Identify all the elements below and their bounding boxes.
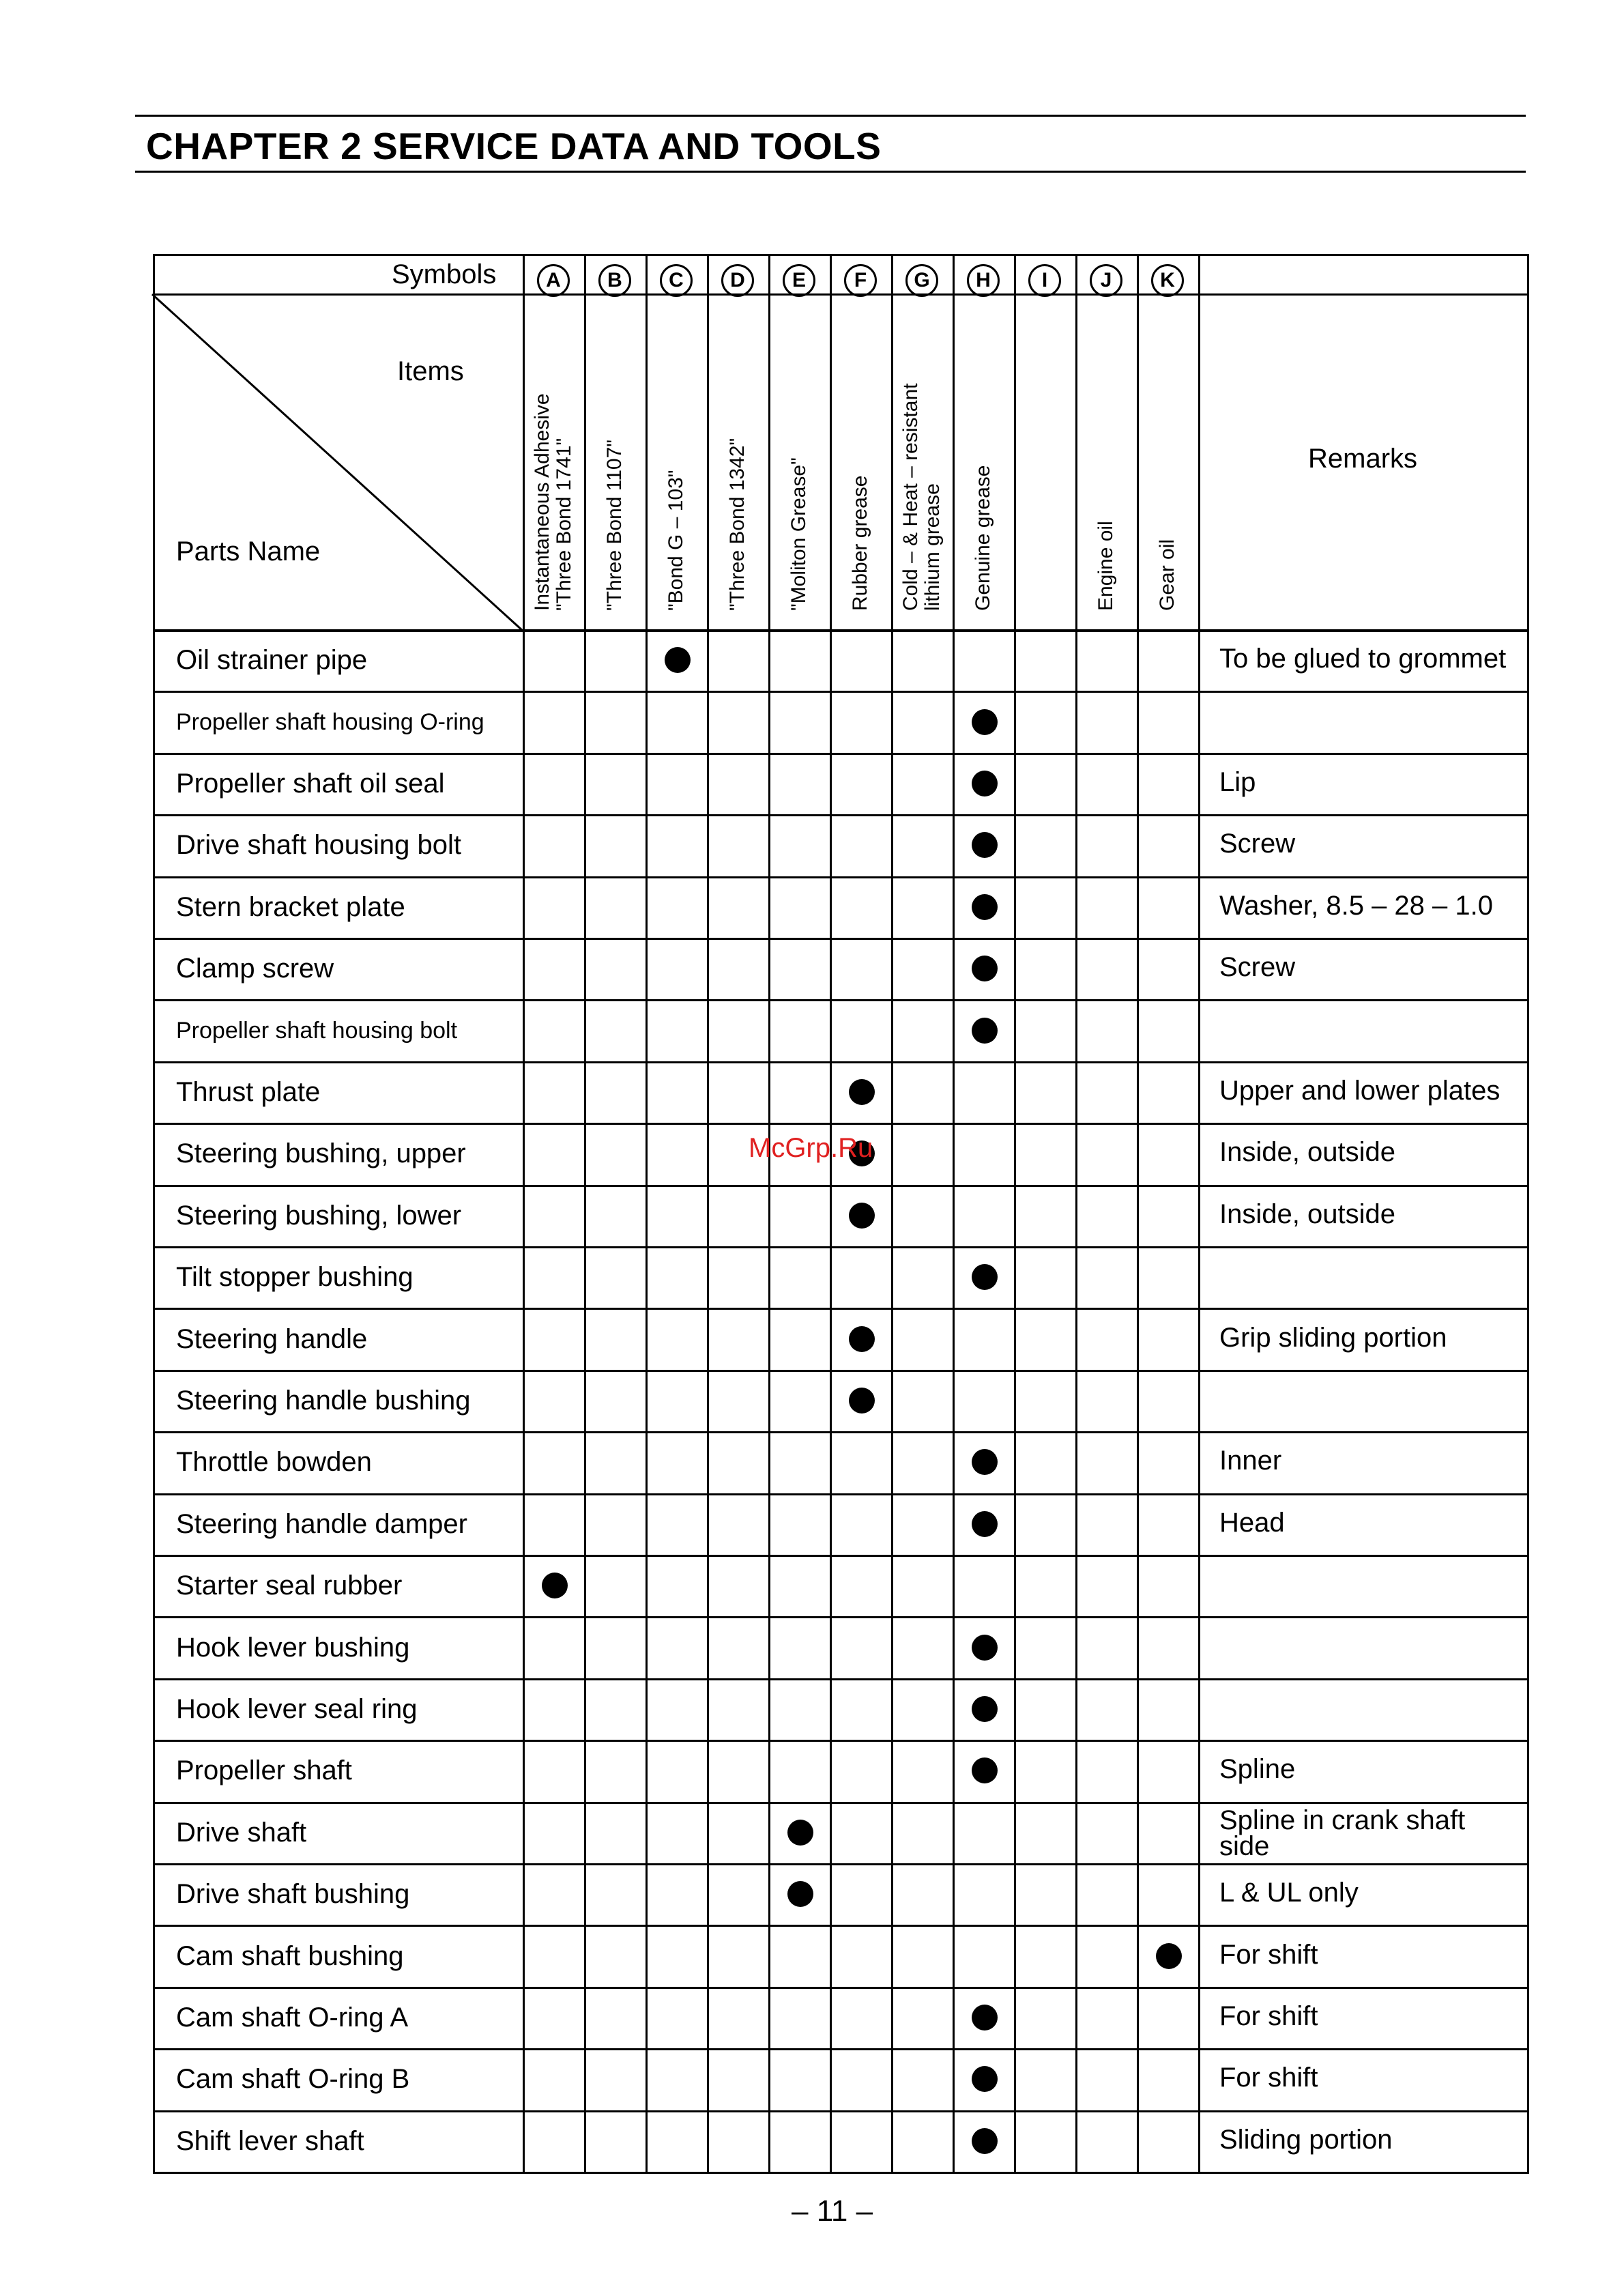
symbol-f xyxy=(840,257,881,297)
application-mark xyxy=(972,1018,998,1044)
part-name: Steering handle damper xyxy=(176,1508,467,1539)
remark-text: For shift xyxy=(1219,2001,1318,2031)
symbol-b xyxy=(594,257,635,297)
application-mark xyxy=(787,1881,813,1907)
symbol-column-divider xyxy=(1198,254,1200,2172)
remark-text: Washer, 8.5 – 28 – 1.0 xyxy=(1219,890,1493,921)
symbol-letter: J xyxy=(1090,264,1122,297)
row-divider xyxy=(153,1308,1527,1310)
part-name: Steering bushing, upper xyxy=(176,1138,466,1169)
application-mark xyxy=(972,1264,998,1290)
application-mark xyxy=(972,1511,998,1537)
remark-text: Grip sliding portion xyxy=(1219,1322,1447,1353)
application-mark xyxy=(972,2128,998,2154)
application-mark xyxy=(849,1203,875,1229)
part-name: Hook lever seal ring xyxy=(176,1694,418,1724)
column-header-h: Genuine grease xyxy=(972,465,994,611)
column-header-g: Cold – & Heat – resistant xyxy=(899,383,922,611)
symbol-letter: E xyxy=(783,264,815,297)
part-name: Drive shaft xyxy=(176,1817,307,1848)
symbol-d xyxy=(717,257,758,297)
part-name: Thrust plate xyxy=(176,1077,321,1107)
page-number: – 11 – xyxy=(792,2194,873,2228)
row-divider xyxy=(153,876,1527,878)
watermark: McGrp.Ru xyxy=(749,1133,873,1163)
remark-text: Spline in crank shaft side xyxy=(1219,1805,1466,1861)
application-mark xyxy=(972,1635,998,1661)
application-mark xyxy=(542,1573,568,1598)
application-mark xyxy=(849,1326,875,1352)
symbol-h xyxy=(963,257,1004,297)
remark-text: Spline xyxy=(1219,1754,1296,1785)
row-divider xyxy=(153,1925,1527,1927)
column-header-g: lithium grease xyxy=(921,483,944,611)
row-divider xyxy=(153,1555,1527,1557)
remark-text: For shift xyxy=(1219,2063,1318,2093)
row-divider xyxy=(153,2048,1527,2050)
table-border-left xyxy=(153,254,155,2172)
chapter-title: CHAPTER 2 SERVICE DATA AND TOOLS xyxy=(146,125,882,167)
table-border-right xyxy=(1527,254,1529,2174)
remark-text: Inside, outside xyxy=(1219,1137,1395,1168)
items-label: Items xyxy=(397,356,464,386)
application-mark xyxy=(972,832,998,858)
row-divider xyxy=(153,1678,1527,1680)
application-mark xyxy=(972,1449,998,1475)
remark-text: Sliding portion xyxy=(1219,2124,1393,2155)
application-mark xyxy=(787,1820,813,1846)
symbol-column-divider xyxy=(646,254,648,2172)
part-name: Throttle bowden xyxy=(176,1447,372,1478)
application-mark xyxy=(972,771,998,797)
part-name: Propeller shaft xyxy=(176,1755,352,1786)
part-name: Steering handle bushing xyxy=(176,1386,471,1416)
remark-text: Screw xyxy=(1219,952,1296,983)
row-divider xyxy=(153,1185,1527,1187)
symbol-column-divider xyxy=(1014,254,1016,2172)
parts-name-label: Parts Name xyxy=(176,536,321,566)
row-divider xyxy=(153,1987,1527,1989)
column-header-f: Rubber grease xyxy=(849,475,871,611)
table-border-bottom xyxy=(153,2172,1527,2174)
row-divider xyxy=(153,1740,1527,1742)
part-name: Clamp screw xyxy=(176,953,334,984)
symbol-k xyxy=(1147,257,1188,297)
part-name: Steering bushing, lower xyxy=(176,1200,462,1231)
column-header-b: "Three Bond 1107" xyxy=(603,440,626,611)
remark-text: Screw xyxy=(1219,829,1296,859)
column-header-a: Instantaneous Adhesive xyxy=(531,393,553,611)
symbol-column-divider xyxy=(1075,254,1077,2172)
part-name: Shift lever shaft xyxy=(176,2125,364,2156)
application-mark xyxy=(972,1696,998,1722)
part-name: Propeller shaft oil seal xyxy=(176,769,445,799)
symbol-a xyxy=(533,257,574,297)
part-name: Hook lever bushing xyxy=(176,1632,410,1663)
part-name: Propeller shaft housing bolt xyxy=(176,1017,458,1044)
part-name: Drive shaft bushing xyxy=(176,1879,410,1910)
part-name: Oil strainer pipe xyxy=(176,645,368,676)
part-name: Cam shaft O-ring A xyxy=(176,2003,409,2033)
remark-text: Inside, outside xyxy=(1219,1199,1395,1229)
symbol-letter: I xyxy=(1028,264,1061,297)
application-mark xyxy=(972,2066,998,2092)
row-divider xyxy=(153,1246,1527,1248)
table-border-top xyxy=(153,254,1527,256)
row-divider xyxy=(153,938,1527,940)
symbol-letter: C xyxy=(660,264,693,297)
symbol-letter: A xyxy=(537,264,570,297)
remark-text: Lip xyxy=(1219,767,1256,797)
row-divider xyxy=(153,1123,1527,1125)
remark-text: For shift xyxy=(1219,1939,1318,1970)
row-divider xyxy=(153,1493,1527,1495)
application-mark xyxy=(849,1388,875,1414)
symbol-column-divider xyxy=(1137,254,1139,2172)
parts-column-divider xyxy=(523,254,525,2172)
symbol-letter: D xyxy=(721,264,754,297)
column-header-c: "Bond G – 103" xyxy=(665,470,687,611)
header-diagonal xyxy=(151,293,523,631)
symbol-column-divider xyxy=(830,254,832,2172)
row-divider xyxy=(153,1802,1527,1804)
application-mark xyxy=(1156,1943,1182,1969)
column-header-d: "Three Bond 1342" xyxy=(726,437,749,611)
column-header-k: Gear oil xyxy=(1156,539,1178,611)
symbol-column-divider xyxy=(707,254,709,2172)
row-divider xyxy=(153,691,1527,693)
row-divider xyxy=(153,1061,1527,1063)
header-divider xyxy=(153,629,1527,632)
row-divider xyxy=(153,1370,1527,1372)
row-divider xyxy=(153,753,1527,755)
symbol-column-divider xyxy=(768,254,770,2172)
symbol-letter: F xyxy=(844,264,877,297)
symbol-letter: K xyxy=(1151,264,1184,297)
symbol-letter: H xyxy=(967,264,1000,297)
row-divider xyxy=(153,814,1527,816)
row-divider xyxy=(153,999,1527,1001)
column-header-e: "Moliton Grease" xyxy=(787,457,810,611)
part-name: Starter seal rubber xyxy=(176,1570,403,1601)
application-mark xyxy=(849,1079,875,1105)
application-mark xyxy=(972,709,998,735)
remark-text: L & UL only xyxy=(1219,1878,1359,1908)
row-divider xyxy=(153,1863,1527,1865)
remark-text: Upper and lower plates xyxy=(1219,1076,1500,1106)
part-name: Propeller shaft housing O-ring xyxy=(176,708,484,735)
part-name: Drive shaft housing bolt xyxy=(176,830,462,861)
remark-text: Head xyxy=(1219,1507,1285,1538)
remark-text: Inner xyxy=(1219,1446,1282,1476)
part-name: Tilt stopper bushing xyxy=(176,1262,414,1293)
remarks-label: Remarks xyxy=(1308,444,1418,474)
part-name: Steering handle xyxy=(176,1323,368,1354)
row-divider xyxy=(153,1431,1527,1433)
symbol-letter: G xyxy=(905,264,938,297)
symbol-i xyxy=(1024,257,1065,297)
application-mark xyxy=(972,956,998,981)
symbol-column-divider xyxy=(891,254,893,2172)
row-divider xyxy=(153,2110,1527,2112)
symbol-g xyxy=(901,257,942,297)
symbol-e xyxy=(779,257,820,297)
symbol-c xyxy=(656,257,697,297)
column-header-a: "Three Bond 1741" xyxy=(553,437,575,611)
symbol-column-divider xyxy=(953,254,955,2172)
row-divider xyxy=(153,1616,1527,1618)
remark-text: To be glued to grommet xyxy=(1219,644,1507,674)
application-mark xyxy=(665,647,691,673)
symbol-j xyxy=(1086,257,1127,297)
part-name: Stern bracket plate xyxy=(176,891,405,922)
application-mark xyxy=(972,1757,998,1783)
symbol-letter: B xyxy=(598,264,631,297)
symbol-column-divider xyxy=(584,254,586,2172)
application-mark xyxy=(972,2005,998,2030)
part-name: Cam shaft bushing xyxy=(176,1940,404,1971)
column-header-j: Engine oil xyxy=(1094,521,1117,611)
part-name: Cam shaft O-ring B xyxy=(176,2064,410,2095)
symbols-label: Symbols xyxy=(392,259,497,289)
application-mark xyxy=(972,894,998,920)
